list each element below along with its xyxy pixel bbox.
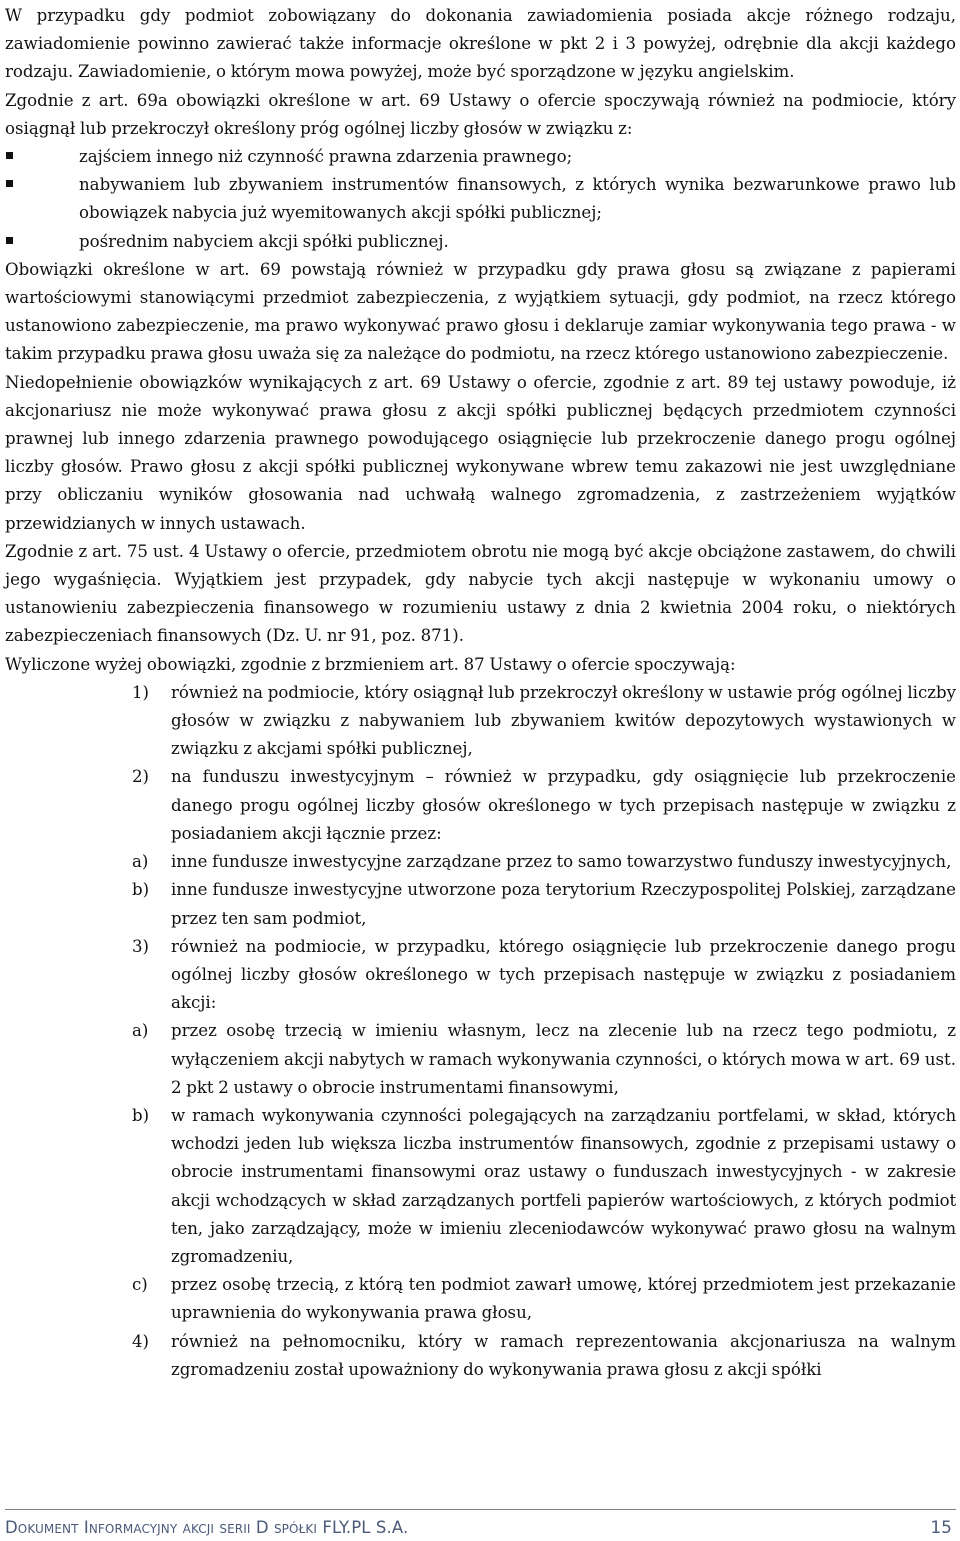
square-bullet-icon [6,237,13,244]
list-item [5,848,956,876]
bullet-item [5,228,956,256]
bullet-item [5,143,956,171]
list-text: również na podmiocie, który osiągnął lub przekroczył określony w ustawie próg ogólnej liczby głosów w związku z nabywaniem lub zbywaniem kwitów depozytowych wystawionych w związku z akcjami spółki publicznej, [171,682,956,759]
list-label: 3) [132,936,150,956]
footer-document-title: Dokument Informacyjny akcji serii D spółki FLY.PL S.A. [5,1518,409,1537]
list-text: przez osobę trzecią w imieniu własnym, lecz na zlecenie lub na rzecz tego podmiotu, z wyłączeniem akcji nabytych w ramach wykonywania czynności, o których mowa w art. 69 ust. 2 pkt 2 ustawy o obrocie instrumentami finansowymi, [171,1021,956,1097]
bullet-text: zajściem innego niż czynność prawna zdarzenia prawnego; [79,147,573,167]
document-body [5,2,956,1384]
list-text: również na podmiocie, w przypadku, którego osiągnięcie lub przekroczenie danego progu ogólnej liczby głosów określonego w tych przepisach następuje w związku z posiadaniem akcji: [171,936,956,1013]
list-item [5,1328,956,1384]
footer-divider [5,1509,956,1510]
square-bullet-icon [6,152,13,159]
paragraph: Zgodnie z art. 75 ust. 4 Ustawy o ofercie, przedmiotem obrotu nie mogą być akcje obciążone zastawem, do chwili jego wygaśnięcia. Wyjątkiem jest przypadek, gdy nabycie tych akcji następuje w wykonaniu umowy o ustanowieniu zabezpieczenia finansowego w rozumieniu ustawy z dnia 2 kwietnia 2004 roku, o niektórych zabezpieczeniach finansowych (Dz. U. nr 91, poz. 871). [5,541,956,646]
list-label: a) [132,852,149,872]
list-item [5,679,956,764]
list-item [5,1017,956,1102]
list-item [5,1271,956,1327]
list-item [5,933,956,1018]
page-number: 15 [930,1518,952,1538]
paragraph: Zgodnie z art. 69a obowiązki określone w art. 69 Ustawy o ofercie spoczywają również na podmiocie, który osiągnął lub przekroczył określony próg ogólnej liczby głosów w związku z: [5,90,956,138]
list-text: inne fundusze inwestycyjne zarządzane przez to samo towarzystwo funduszy inwestycyjnych, [171,852,952,872]
bullet-text: pośrednim nabyciem akcji spółki publicznej. [79,231,449,251]
list-text: w ramach wykonywania czynności polegających na zarządzaniu portfelami, w skład, których wchodzi jeden lub większa liczba instrumentów finansowych, zgodnie z przepisami ustawy o obrocie instrumentami finansowymi oraz ustawy o funduszach inwestycyjnych - w zakresie akcji wchodzących w skład zarządzanych portfeli papierów wartościowych, z których podmiot ten, jako zarządzający, może w imieniu zleceniodawców wykonywać prawo głosu na walnym zgromadzeniu, [171,1105,956,1266]
list-item [5,876,956,932]
list-item [5,763,956,848]
list-label: 2) [132,767,150,787]
list-label: 4) [132,1331,150,1351]
list-text: również na pełnomocniku, który w ramach reprezentowania akcjonariusza na walnym zgromadzeniu został upoważniony do wykonywania prawa głosu z akcji spółki [171,1331,956,1379]
paragraph: W przypadku gdy podmiot zobowiązany do dokonania zawiadomienia posiada akcje różnego rodzaju, zawiadomienie powinno zawierać także informacje określone w pkt 2 i 3 powyżej, odrębnie dla akcji każdego rodzaju. Zawiadomienie, o którym mowa powyżej, może być sporządzone w języku angielskim. [5,6,956,82]
paragraph: Niedopełnienie obowiązków wynikających z art. 69 Ustawy o ofercie, zgodnie z art. 89 tej ustawy powoduje, iż akcjonariusz nie może wykonywać prawa głosu z akcji spółki publicznej będących przedmiotem czynności prawnej lub innego zdarzenia prawnego powodującego osiągnięcie lub przekroczenie danego progu ogólnej liczby głosów. Prawo głosu z akcji spółki publicznej wykonywane wbrew temu zakazowi nie jest uwzględniane przy obliczaniu wyników głosowania nad uchwałą walnego zgromadzenia, z zastrzeżeniem wyjątków przewidzianych w innych ustawach. [5,372,956,533]
list-label: c) [132,1275,148,1295]
list-label: b) [132,880,150,900]
list-text: na funduszu inwestycyjnym – również w przypadku, gdy osiągnięcie lub przekroczenie danego progu ogólnej liczby głosów określonego w tych przepisach następuje w związku z posiadaniem akcji łącznie przez: [171,767,956,843]
paragraph: Wyliczone wyżej obowiązki, zgodnie z brzmieniem art. 87 Ustawy o ofercie spoczywają: [5,654,736,674]
page-footer [5,1518,956,1540]
list-label: a) [132,1021,149,1041]
bullet-text: nabywaniem lub zbywaniem instrumentów finansowych, z których wynika bezwarunkowe prawo lub obowiązek nabycia już wyemitowanych akcji spółki publicznej; [79,175,956,223]
bullet-item [5,171,956,227]
list-text: przez osobę trzecią, z którą ten podmiot zawarł umowę, której przedmiotem jest przekazanie uprawnienia do wykonywania prawa głosu, [171,1275,956,1323]
paragraph: Obowiązki określone w art. 69 powstają również w przypadku gdy prawa głosu są związane z papierami wartościowymi stanowiącymi przedmiot zabezpieczenia, z wyjątkiem sytuacji, gdy podmiot, na rzecz którego ustanowiono zabezpieczenie, ma prawo wykonywać prawo głosu i deklaruje zamiar wykonywania tego prawa - w takim przypadku prawa głosu uważa się za należące do podmiotu, na rzecz którego ustanowiono zabezpieczenie. [5,259,956,364]
square-bullet-icon [6,180,13,187]
list-label: 1) [132,682,150,702]
list-label: b) [132,1105,150,1125]
list-text: inne fundusze inwestycyjne utworzone poza terytorium Rzeczypospolitej Polskiej, zarządzane przez ten sam podmiot, [171,880,956,928]
list-item [5,1102,956,1271]
